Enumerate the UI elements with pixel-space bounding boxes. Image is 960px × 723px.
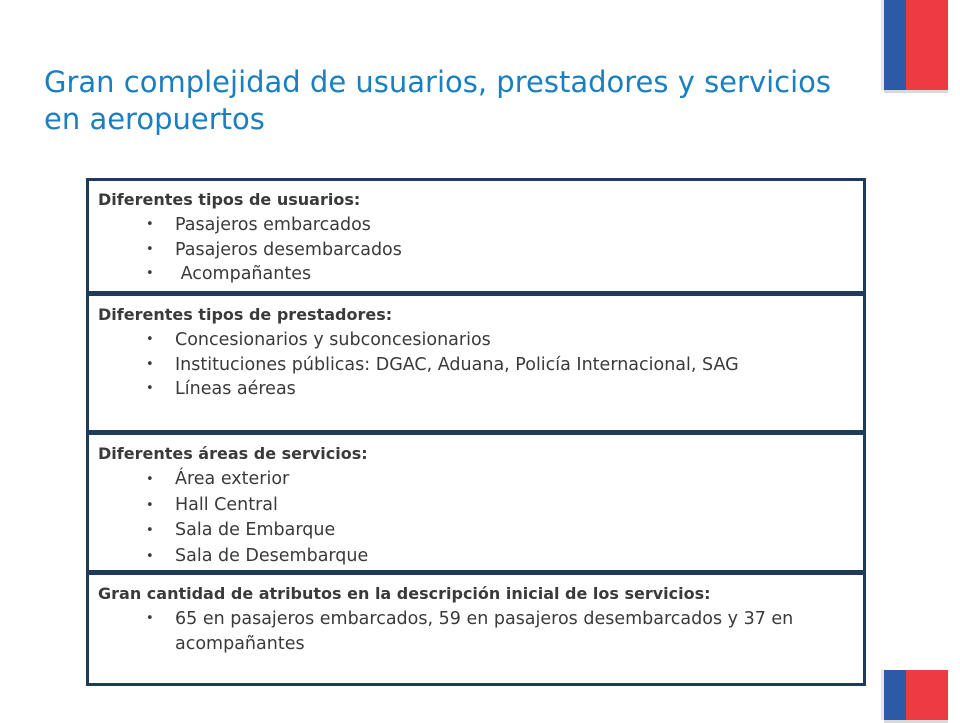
list-item: • 65 en pasajeros embarcados, 59 en pasajeros desembarcados y 37 en acompañantes	[98, 607, 853, 656]
bullet-list	[98, 607, 853, 656]
section-service-areas	[89, 435, 863, 575]
flag-blue-stripe	[884, 670, 906, 720]
list-item: • Líneas aéreas	[98, 377, 853, 402]
bullet-list	[98, 467, 853, 569]
content-boxes	[86, 178, 866, 686]
list-item: • Área exterior	[98, 467, 853, 492]
section-users	[89, 181, 863, 296]
flag-decoration-top	[884, 0, 948, 90]
section-providers	[89, 296, 863, 435]
list-item: • Acompañantes	[98, 262, 853, 287]
flag-blue-stripe	[884, 0, 906, 90]
flag-decoration-bottom	[884, 670, 948, 720]
section-heading: Gran cantidad de atributos en la descripción inicial de los servicios:	[98, 584, 711, 603]
list-item: • Instituciones públicas: DGAC, Aduana, Policía Internacional, SAG	[98, 353, 853, 378]
section-heading: Diferentes tipos de prestadores:	[98, 305, 393, 324]
list-item: • Pasajeros desembarcados	[98, 238, 853, 263]
list-item: • Sala de Desembarque	[98, 544, 853, 569]
list-item: • Pasajeros embarcados	[98, 213, 853, 238]
flag-red-stripe	[906, 0, 948, 90]
page-title: Gran complejidad de usuarios, prestadores y servicios en aeropuertos	[44, 65, 832, 136]
bullet-list	[98, 213, 853, 287]
section-attributes	[89, 575, 863, 683]
list-item: • Concesionarios y subconcesionarios	[98, 328, 853, 353]
list-item: • Hall Central	[98, 493, 853, 518]
section-heading: Diferentes áreas de servicios:	[98, 444, 368, 463]
list-item: • Sala de Embarque	[98, 518, 853, 543]
section-heading: Diferentes tipos de usuarios:	[98, 190, 361, 209]
bullet-list	[98, 328, 853, 402]
flag-red-stripe	[906, 670, 948, 720]
